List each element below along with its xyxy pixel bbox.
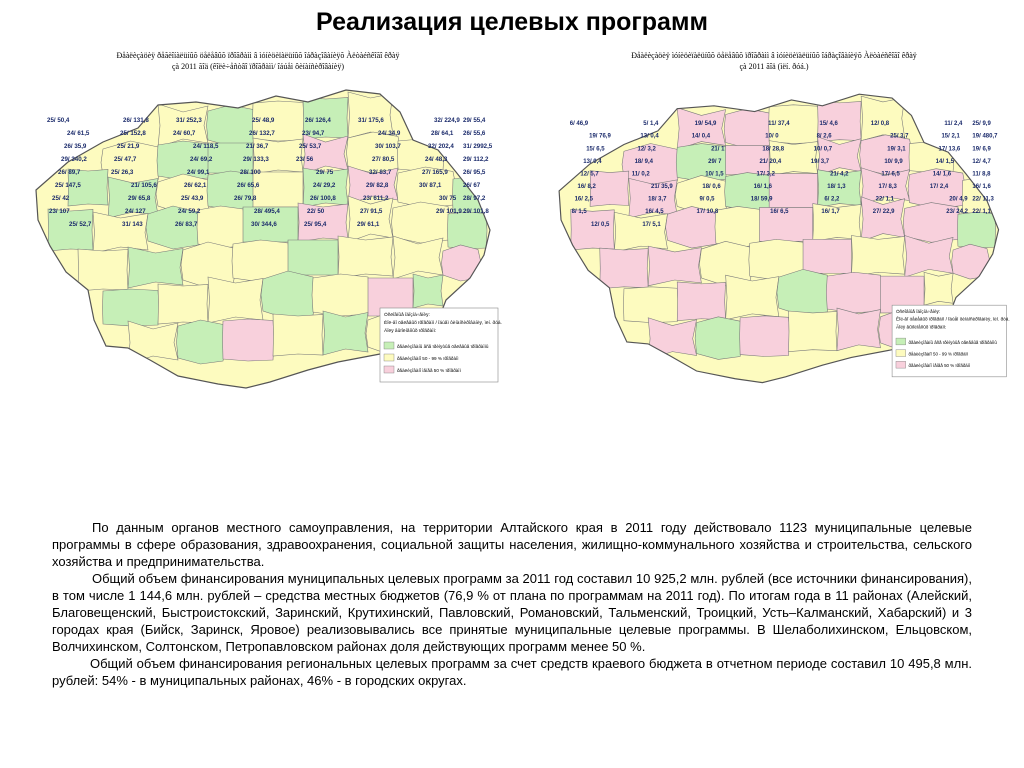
district-value-label: 22/ 50 xyxy=(307,208,325,215)
district-value-label: 22/ 1,1 xyxy=(875,196,894,203)
district-value-label: 17/ 10,8 xyxy=(696,209,719,216)
district-area xyxy=(197,206,245,248)
district-value-label: 16/ 1,7 xyxy=(821,209,840,216)
district-value-label: 27/ 91,5 xyxy=(360,208,383,215)
district-value-label: 23/ 94,7 xyxy=(302,130,325,137)
district-area xyxy=(614,212,667,252)
district-value-label: 28/ 100 xyxy=(240,169,261,176)
district-area xyxy=(273,314,323,356)
district-value-label: 18/ 59,9 xyxy=(750,196,773,203)
district-value-label: 27/ 80,5 xyxy=(372,156,395,163)
district-value-label: 25/ 26,3 xyxy=(111,169,134,176)
page-title: Реализация целевых программ xyxy=(316,8,708,36)
district-area xyxy=(208,277,263,323)
district-value-label: 18/ 0,6 xyxy=(702,184,721,191)
district-value-label: 14/ 1,6 xyxy=(932,171,952,178)
district-area xyxy=(338,236,393,278)
district-value-label: 25/ 48,9 xyxy=(252,117,275,124)
legend-text: Êîë-âî öåëåâûõ ïðîãðàìì / îáúåì ôèíàíñèðîâàíèÿ, ìëí. ðóá. xyxy=(895,316,1010,322)
district-value-label: 12/ 0,8 xyxy=(870,121,890,128)
district-area xyxy=(93,212,148,253)
legend-text: Êîë-âî öåëåâûõ ïðîãðàìì / îáúåì ôèíàíñèðîâàíèÿ, ìëí. ðóá. xyxy=(384,321,502,326)
district-value-label: 32/ 83,7 xyxy=(369,169,392,176)
district-area xyxy=(128,247,183,288)
district-area xyxy=(623,287,678,323)
district-area xyxy=(158,284,208,324)
legend-item-label: ðåàëèçîâàíî ìåíåå 50 % ïðîãðàìì xyxy=(397,368,461,373)
district-value-label: 29/ 133,3 xyxy=(243,156,269,163)
district-value-label: 27/ 165,9 xyxy=(422,169,448,176)
district-value-label: 20/ 4,9 xyxy=(949,196,968,203)
district-value-label: 26/ 65,6 xyxy=(237,182,260,189)
district-value-label: 24/ 48,3 xyxy=(425,156,448,163)
district-value-label: 25/ 21,9 xyxy=(117,143,140,150)
district-value-label: 30/ 103,7 xyxy=(375,143,401,150)
map-legend xyxy=(892,305,1010,377)
district-value-label: 19/ 54,9 xyxy=(694,121,717,128)
district-value-label: 12/ 3,2 xyxy=(637,146,656,153)
district-value-label: 21/ 105,6 xyxy=(131,182,157,189)
district-area xyxy=(571,209,615,250)
district-area xyxy=(253,172,303,207)
district-value-label: 14/ 1,5 xyxy=(935,158,955,165)
district-value-label: 25/ 147,5 xyxy=(55,182,81,189)
legend-item-label: ðåàëèçîâàíî 50 - 99 % ïðîãðàìì xyxy=(908,351,969,357)
district-value-label: 29/ 82,8 xyxy=(366,182,389,189)
district-area xyxy=(223,319,275,361)
district-value-label: 19/ 3,1 xyxy=(887,146,906,153)
district-value-label: 29/ 75 xyxy=(316,169,334,176)
district-area xyxy=(715,206,761,247)
district-value-label: 25/ 47,7 xyxy=(114,156,137,163)
district-area xyxy=(648,246,701,286)
district-value-label: 9/ 0,5 xyxy=(699,196,715,203)
district-area xyxy=(725,173,771,211)
legend-text: Äîëÿ âûïîëíåííûõ ïðîãðàìì: xyxy=(895,324,947,330)
district-value-label: 29/ 112,2 xyxy=(463,156,489,163)
district-value-label: 26/ 126,4 xyxy=(305,117,331,124)
district-value-label: 26/ 89,7 xyxy=(58,169,81,176)
district-area xyxy=(442,245,482,281)
district-value-label: 24/ 34,9 xyxy=(378,130,401,137)
district-value-label: 16/ 1,6 xyxy=(753,184,773,191)
district-value-label: 21/ 36,7 xyxy=(246,143,269,150)
district-value-label: 25/ 50,4 xyxy=(47,117,70,124)
paragraph: Общий объем финансирования региональных целевых программ за счет средств краевого бюджета в отчетном периоде составил 10 495,8 млн. рублей: 54% - в муниципальных районах, 46% - в городских округах. xyxy=(52,656,972,688)
district-value-label: 29/ 101,8 xyxy=(463,208,489,215)
paragraph: Общий объем финансирования муниципальных целевых программ за 2011 год составил 10 925,2 млн. рублей (все источники финансирования), в том числе 1 144,6 млн. рублей – средства местных бюджетов (76,9 % от плана по программам на 2011 год). По итогам года в 11 районах (Алейский, Благовещенский, Быстроистокский, Заринский, Крутихинский, Павловский, Романовский, Тальменский, Троицкий, Усть–Калманский, Хабарский) и 3 городах края (Бийск, Заринск, Яровое) реализовывались все принятые муниципальные целевые программы. В Шелаболихинском, Ельцовском, Волчихинском, Солтонском, Петропавловском районах доля действующих программ менее 50 %. xyxy=(52,571,972,654)
district-area xyxy=(103,289,160,326)
district-area xyxy=(323,311,368,355)
district-value-label: 10/ 0,7 xyxy=(813,146,833,153)
district-value-label: 8/ 2,6 xyxy=(816,133,832,140)
district-value-label: 24/ 60,7 xyxy=(173,130,196,137)
district-value-label: 32/ 202,4 xyxy=(428,143,454,150)
district-area xyxy=(957,212,995,248)
district-value-label: 25/ 9,9 xyxy=(972,121,991,128)
district-value-label: 29/ 65,8 xyxy=(128,195,151,202)
district-value-label: 24/ 69,2 xyxy=(190,156,213,163)
municipal-programs-map xyxy=(532,50,1016,390)
map-heading: Ðåàëèçàöèÿ ðåãèîíàëüíûõ öåëåâûõ ïðîãðàìì â ìóíèöèïàëüíûõ îáðàçîâàíèÿõ Àëòàéñêîãî êðàÿ çà 2011 ãîä (êîëè÷åñòâî ïðîãðàìì/ îáúåì ôèíàíñèðîâàíèÿ) xyxy=(116,51,400,71)
district-value-label: 26/ 132,7 xyxy=(249,130,275,137)
district-value-label: 26/ 35,9 xyxy=(64,143,87,150)
district-value-label: 6/ 46,9 xyxy=(569,121,589,128)
district-value-label: 10/ 0 xyxy=(765,133,779,140)
district-area xyxy=(769,174,817,208)
district-area xyxy=(177,320,227,364)
legend-item-label: ðåàëèçîâàíî 50 - 99 % ïðîãðàìì xyxy=(397,356,459,361)
district-value-label: 12/ 5,7 xyxy=(580,171,599,178)
district-value-label: 29/ 101,9 xyxy=(436,208,462,215)
map-heading: Ðåàëèçàöèÿ ìóíèöèïàëüíûõ öåëåâûõ ïðîãðàìì â ìóíèöèïàëüíûõ îáðàçîâàíèÿõ Àëòàéñêîãî êðàÿ çà 2011 ãîä (ìëí. ðóá.) xyxy=(631,51,917,71)
district-value-label: 26/ 62,1 xyxy=(184,182,207,189)
district-area xyxy=(261,271,317,319)
district-area xyxy=(677,282,725,321)
district-value-label: 24/ 29,2 xyxy=(313,182,336,189)
district-value-label: 23/ 56 xyxy=(296,156,314,163)
district-value-label: 31/ 252,3 xyxy=(176,117,202,124)
district-value-label: 25/ 95,4 xyxy=(304,221,327,228)
district-value-label: 29/ 7 xyxy=(708,158,722,165)
map-canvas xyxy=(532,50,1016,390)
district-value-label: 25/ 52,7 xyxy=(69,221,92,228)
district-area xyxy=(347,132,402,173)
district-value-label: 21/ 20,4 xyxy=(759,158,782,165)
district-value-label: 10/ 1,5 xyxy=(705,171,724,178)
district-area xyxy=(724,109,772,149)
regional-programs-map xyxy=(8,50,508,390)
district-value-label: 23/ 611,2 xyxy=(363,195,389,202)
district-value-label: 31/ 175,6 xyxy=(358,117,384,124)
district-area xyxy=(207,105,257,146)
district-value-label: 30/ 75 xyxy=(439,195,457,202)
district-area xyxy=(600,248,648,289)
district-area xyxy=(448,212,488,249)
legend-swatch xyxy=(384,366,394,373)
district-area xyxy=(924,272,953,305)
district-value-label: 25/ 3,7 xyxy=(890,133,909,140)
district-value-label: 28/ 495,4 xyxy=(254,208,280,215)
district-area xyxy=(952,244,990,279)
district-value-label: 11/ 37,4 xyxy=(768,121,790,128)
district-value-label: 17/ 6,5 xyxy=(881,171,900,178)
legend-swatch xyxy=(896,361,906,368)
district-value-label: 26/ 95,5 xyxy=(463,169,486,176)
district-value-label: 17/ 3,2 xyxy=(756,171,775,178)
district-value-label: 8/ 1,5 xyxy=(571,209,587,216)
district-value-label: 19/ 6,9 xyxy=(972,146,991,153)
district-value-label: 17/ 5,1 xyxy=(642,221,661,228)
district-value-label: 11/ 0,2 xyxy=(631,171,650,178)
district-value-label: 16/ 2,5 xyxy=(574,196,593,203)
district-value-label: 21/ 35,9 xyxy=(651,184,673,191)
district-value-label: 17/ 13,6 xyxy=(938,146,961,153)
legend-swatch xyxy=(384,342,394,349)
district-area xyxy=(48,209,93,251)
district-value-label: 26/ 131,8 xyxy=(123,117,149,124)
district-value-label: 18/ 3,7 xyxy=(648,196,667,203)
district-value-label: 10/ 9,9 xyxy=(884,158,903,165)
district-value-label: 14/ 0,4 xyxy=(691,133,711,140)
district-value-label: 16/ 4,5 xyxy=(645,209,664,216)
district-value-label: 25/ 43,9 xyxy=(181,195,204,202)
district-value-label: 18/ 28,8 xyxy=(762,146,785,153)
district-value-label: 28/ 64,1 xyxy=(431,130,454,137)
district-area xyxy=(740,316,790,357)
district-value-label: 5/ 1,4 xyxy=(643,121,659,128)
district-value-label: 15/ 4,6 xyxy=(819,121,838,128)
district-value-label: 16/ 6,5 xyxy=(770,209,789,216)
body-text xyxy=(52,519,972,689)
district-value-label: 17/ 8,3 xyxy=(878,184,897,191)
district-value-label: 26/ 83,7 xyxy=(175,221,198,228)
legend-item-label: ðåàëèçîâàíî ìåíåå 50 % ïðîãðàìì xyxy=(908,363,971,369)
legend-swatch xyxy=(384,354,394,361)
district-value-label: 18/ 9,4 xyxy=(634,158,653,165)
district-area xyxy=(207,171,255,210)
district-value-label: 30/ 344,6 xyxy=(251,221,277,228)
district-value-label: 19/ 3,7 xyxy=(810,158,830,165)
district-value-label: 15/ 2,1 xyxy=(941,133,960,140)
district-value-label: 12/ 0,5 xyxy=(591,221,610,228)
paragraph: По данным органов местного самоуправления, на территории Алтайского края в 2011 году действовало 1123 муниципальные целевые программы в сфере образования, здравоохранения, социальной защиты населения, жилищно-коммунального хозяйства и строительства, сельского хозяйства и предпринимательства. xyxy=(52,520,972,569)
district-value-label: 26/ 67 xyxy=(463,182,481,189)
district-area xyxy=(777,269,831,315)
district-value-label: 30/ 87,1 xyxy=(419,182,442,189)
district-area xyxy=(851,235,904,276)
legend-text: Óñëîâíûå îáîçíà÷åíèÿ: xyxy=(895,308,941,314)
district-value-label: 12/ 4,7 xyxy=(972,158,991,165)
district-value-label: 29/ 61,1 xyxy=(357,221,380,228)
district-area xyxy=(695,317,743,360)
district-value-label: 13/ 0,4 xyxy=(640,133,659,140)
district-value-label: 26/ 55,6 xyxy=(463,130,486,137)
district-area xyxy=(803,239,851,273)
district-value-label: 16/ 1,6 xyxy=(972,184,991,191)
district-value-label: 25/ 152,8 xyxy=(120,130,146,137)
district-area xyxy=(78,249,128,291)
district-value-label: 24/ 99,1 xyxy=(187,169,210,176)
district-value-label: 25/ 53,7 xyxy=(299,143,322,150)
district-value-label: 13/ 0,4 xyxy=(583,158,602,165)
district-value-label: 16/ 8,2 xyxy=(577,184,596,191)
district-value-label: 26/ 100,8 xyxy=(310,195,336,202)
district-value-label: 18/ 1,3 xyxy=(827,184,846,191)
map-canvas xyxy=(8,50,508,390)
map-legend xyxy=(380,308,502,382)
district-area xyxy=(860,135,913,178)
district-value-label: 32/ 224,9 xyxy=(434,117,460,124)
district-value-label: 15/ 6,5 xyxy=(586,146,605,153)
district-value-label: 22/ 11,3 xyxy=(972,196,994,203)
district-value-label: 6/ 2,2 xyxy=(824,196,840,203)
legend-item-label: ðåàëèçîâàíû âñå ïðèíÿòûå öåëåâûå ïðîãðàììû xyxy=(397,344,489,349)
district-value-label: 11/ 2,4 xyxy=(944,121,963,128)
district-area xyxy=(312,274,370,316)
district-value-label: 23/ 107 xyxy=(49,208,70,215)
district-value-label: 29/ 340,2 xyxy=(61,156,87,163)
district-area xyxy=(726,275,779,320)
district-value-label: 26/ 79,8 xyxy=(234,195,257,202)
district-value-label: 19/ 76,9 xyxy=(589,133,611,140)
district-value-label: 24/ 118,5 xyxy=(193,143,219,150)
district-value-label: 28/ 97,2 xyxy=(463,195,486,202)
legend-swatch xyxy=(896,350,906,357)
district-area xyxy=(288,240,338,275)
district-value-label: 21/ 4,2 xyxy=(830,171,849,178)
district-value-label: 21/ 1 xyxy=(711,146,725,153)
legend-item-label: ðåàëèçîâàíû âñå ïðèíÿòûå öåëåâûå ïðîãðàììû xyxy=(908,339,997,345)
legend-text: Óñëîâíûå îáîçíà÷åíèÿ: xyxy=(384,313,430,318)
district-value-label: 31/ 2992,5 xyxy=(463,143,493,150)
legend-text: Äîëÿ âûïîëíåííûõ ïðîãðàìì: xyxy=(384,329,437,334)
legend-swatch xyxy=(896,338,906,345)
district-area xyxy=(837,308,881,351)
district-value-label: 27/ 22,9 xyxy=(872,209,895,216)
district-area xyxy=(413,274,443,308)
district-value-label: 24/ 61,5 xyxy=(67,130,90,137)
district-value-label: 25/ 42 xyxy=(52,195,70,202)
district-value-label: 23/ 24,2 xyxy=(946,209,968,216)
district-value-label: 11/ 8,8 xyxy=(972,171,991,178)
district-value-label: 24/ 59,2 xyxy=(178,208,201,215)
district-value-label: 17/ 2,4 xyxy=(929,184,949,191)
district-value-label: 19/ 480,7 xyxy=(972,133,998,140)
district-value-label: 22/ 1,1 xyxy=(972,209,991,216)
district-value-label: 29/ 55,4 xyxy=(463,117,486,124)
district-value-label: 24/ 127 xyxy=(125,208,146,215)
district-area xyxy=(826,272,882,313)
district-value-label: 31/ 143 xyxy=(122,221,143,228)
district-area xyxy=(789,311,837,352)
